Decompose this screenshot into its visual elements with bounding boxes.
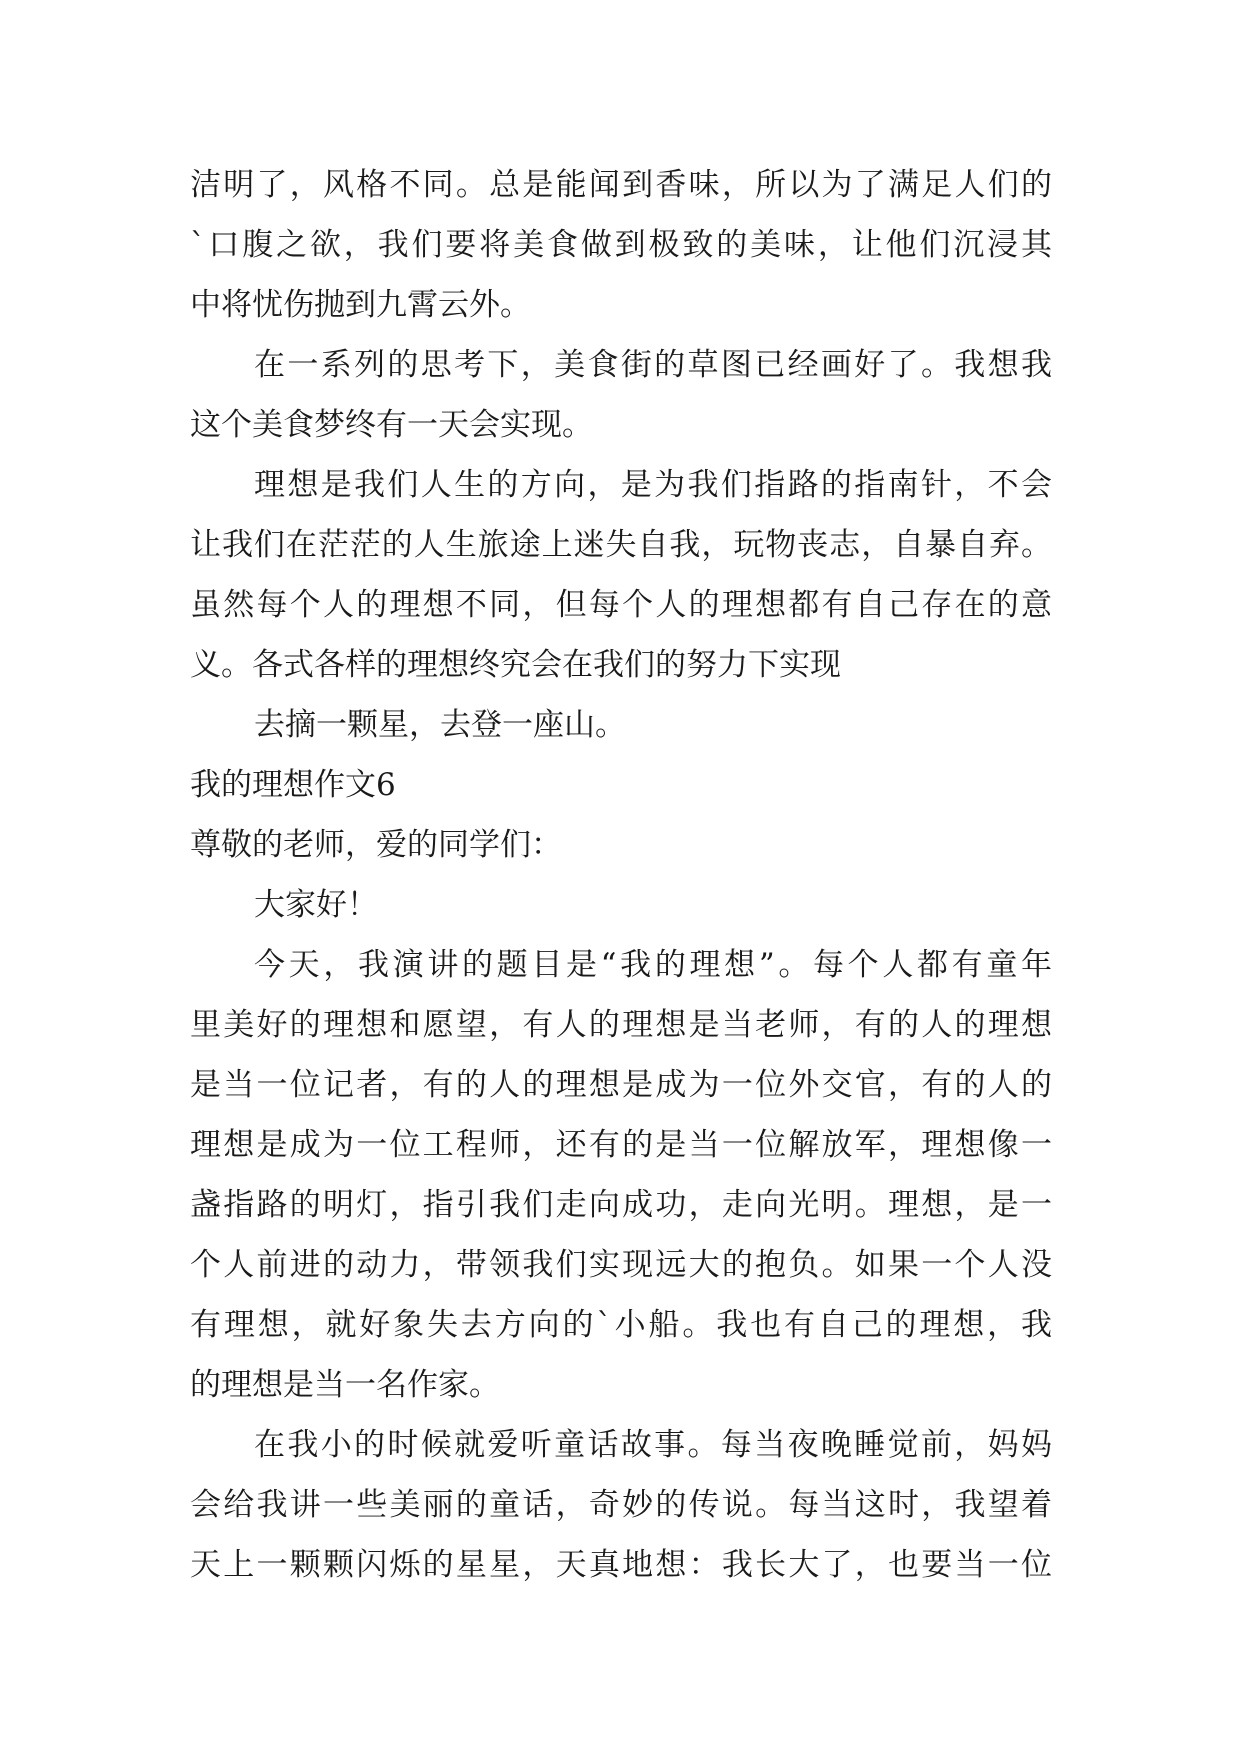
paragraph-start-line: 在一系列的思考下，美食街的草图已经画好了。我想我 — [254, 347, 1052, 383]
text-line: 虽然每个人的理想不同，但每个人的理想都有自己存在的意 — [190, 587, 1052, 623]
section-heading: 我的理想作文6 — [190, 767, 396, 803]
text-line: 这个美食梦终有一天会实现。 — [190, 407, 593, 443]
text-line: 让我们在茫茫的人生旅途上迷失自我，玩物丧志，自暴自弃。 — [190, 527, 1052, 563]
text-line: 天上一颗颗闪烁的星星，天真地想：我长大了，也要当一位 — [190, 1547, 1052, 1583]
text-line: 有理想，就好象失去方向的`小船。我也有自己的理想，我 — [190, 1307, 1052, 1343]
text-line: 中将忧伤抛到九霄云外。 — [190, 287, 531, 323]
text-line: 的理想是当一名作家。 — [190, 1367, 500, 1403]
paragraph-start-line: 今天，我演讲的题目是“我的理想”。每个人都有童年 — [254, 947, 1052, 983]
paragraph-start-line: 在我小的时候就爱听童话故事。每当夜晚睡觉前，妈妈 — [254, 1427, 1052, 1463]
greeting: 大家好！ — [254, 887, 378, 923]
text-line: 洁明了，风格不同。总是能闻到香味，所以为了满足人们的 — [190, 167, 1052, 203]
document-body — [190, 155, 1052, 1595]
text-line: 里美好的理想和愿望，有人的理想是当老师，有的人的理想 — [190, 1007, 1052, 1043]
text-line: 个人前进的动力，带领我们实现远大的抱负。如果一个人没 — [190, 1247, 1052, 1283]
salutation: 尊敬的老师，爱的同学们： — [190, 827, 562, 863]
text-line: 义。各式各样的理想终究会在我们的努力下实现 — [190, 647, 841, 683]
text-line: 会给我讲一些美丽的童话，奇妙的传说。每当这时，我望着 — [190, 1487, 1052, 1523]
text-line: 盏指路的明灯，指引我们走向成功，走向光明。理想，是一 — [190, 1187, 1052, 1223]
text-line: 是当一位记者，有的人的理想是成为一位外交官，有的人的 — [190, 1067, 1052, 1103]
text-line: `口腹之欲，我们要将美食做到极致的美味，让他们沉浸其 — [190, 227, 1052, 263]
paragraph-start-line: 去摘一颗星，去登一座山。 — [254, 707, 626, 743]
paragraph-start-line: 理想是我们人生的方向，是为我们指路的指南针，不会 — [254, 467, 1052, 503]
text-line: 理想是成为一位工程师，还有的是当一位解放军，理想像一 — [190, 1127, 1052, 1163]
